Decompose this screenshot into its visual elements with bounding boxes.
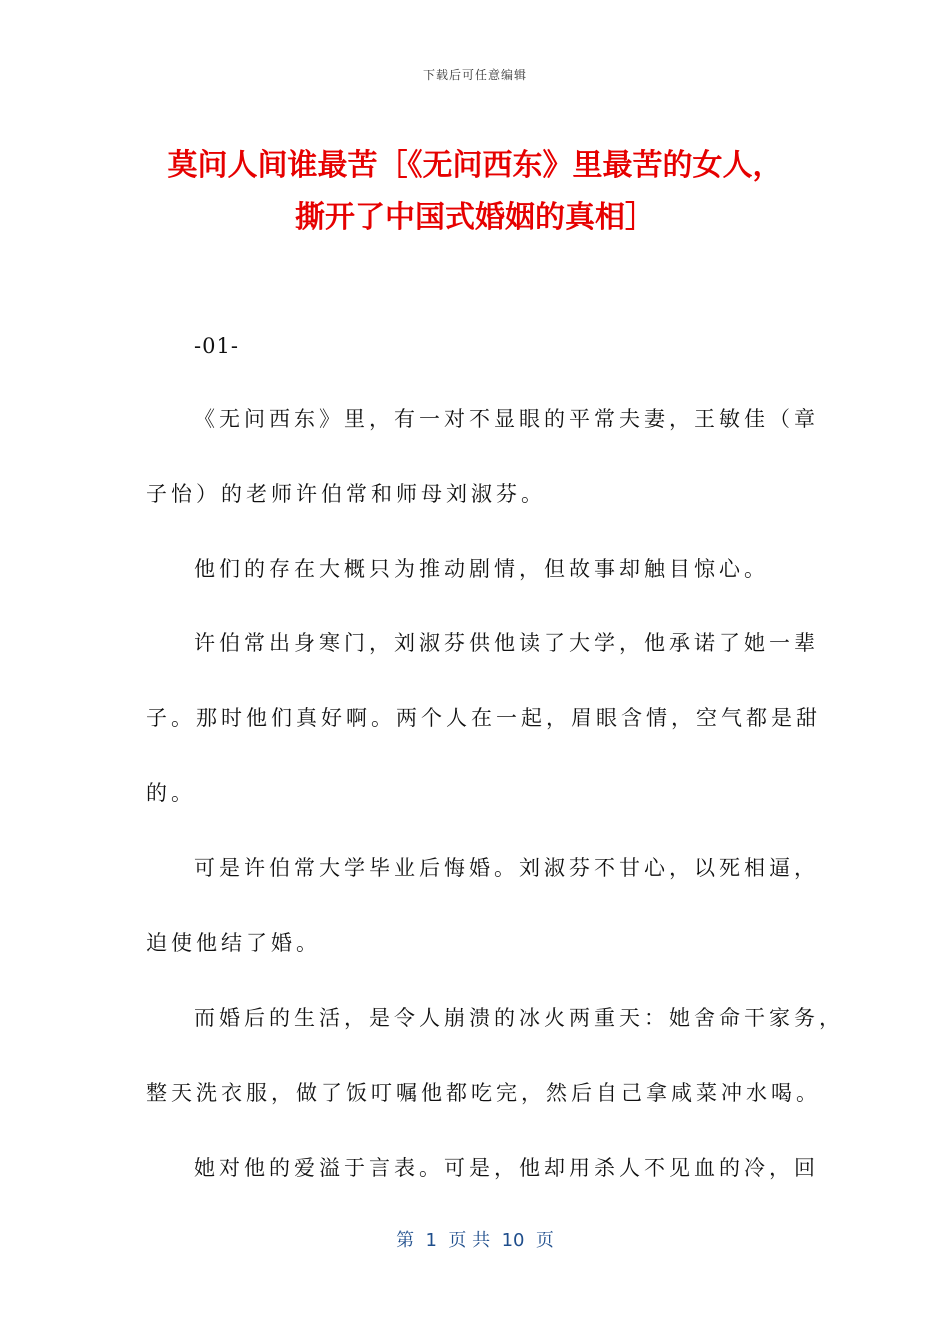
paragraph-line: 子怡）的老师许伯常和师母刘淑芬。 <box>146 482 546 506</box>
paragraph-marriage <box>146 831 819 981</box>
paragraph-intro <box>146 382 819 532</box>
paragraph-line: 而婚后的生活，是令人崩溃的冰火两重天：她舍命干家务， <box>194 1006 844 1030</box>
paragraph-line: 她对他的爱溢于言表。可是，他却用杀人不见血的冷，回 <box>194 1156 819 1180</box>
section-number <box>146 309 806 384</box>
header-note: 下载后可任意编辑 <box>422 68 527 82</box>
paragraph-line: 的。 <box>146 781 196 805</box>
section-number-text: -01- <box>194 334 239 358</box>
paragraph-line: 《无问西东》里，有一对不显眼的平常夫妻，王敏佳（章 <box>194 407 819 431</box>
paragraph-line: 他们的存在大概只为推动剧情，但故事却触目惊心。 <box>194 557 769 581</box>
paragraph-line: 子。那时他们真好啊。两个人在一起，眉眼含情，空气都是甜 <box>146 706 821 730</box>
paragraph-existence <box>146 532 806 607</box>
paragraph-line: 许伯常出身寒门，刘淑芬供他读了大学，他承诺了她一辈 <box>194 631 819 655</box>
paragraph-line: 迫使他结了婚。 <box>146 931 321 955</box>
title-line-2: 撕开了中国式婚姻的真相］ <box>295 200 655 235</box>
paragraph-married-life <box>146 981 844 1131</box>
article-title <box>60 140 890 244</box>
title-line-1: 莫问人间谁最苦［《无问西东》里最苦的女人， <box>167 148 783 183</box>
paragraph-love <box>146 1131 819 1206</box>
paragraph-line: 可是许伯常大学毕业后悔婚。刘淑芬不甘心，以死相逼， <box>194 856 819 880</box>
paragraph-line: 整天洗衣服，做了饭叮嘱他都吃完，然后自己拿咸菜冲水喝。 <box>146 1081 821 1105</box>
page-footer: 第 1 页 共 10 页 <box>396 1230 554 1251</box>
paragraph-background <box>146 606 821 831</box>
